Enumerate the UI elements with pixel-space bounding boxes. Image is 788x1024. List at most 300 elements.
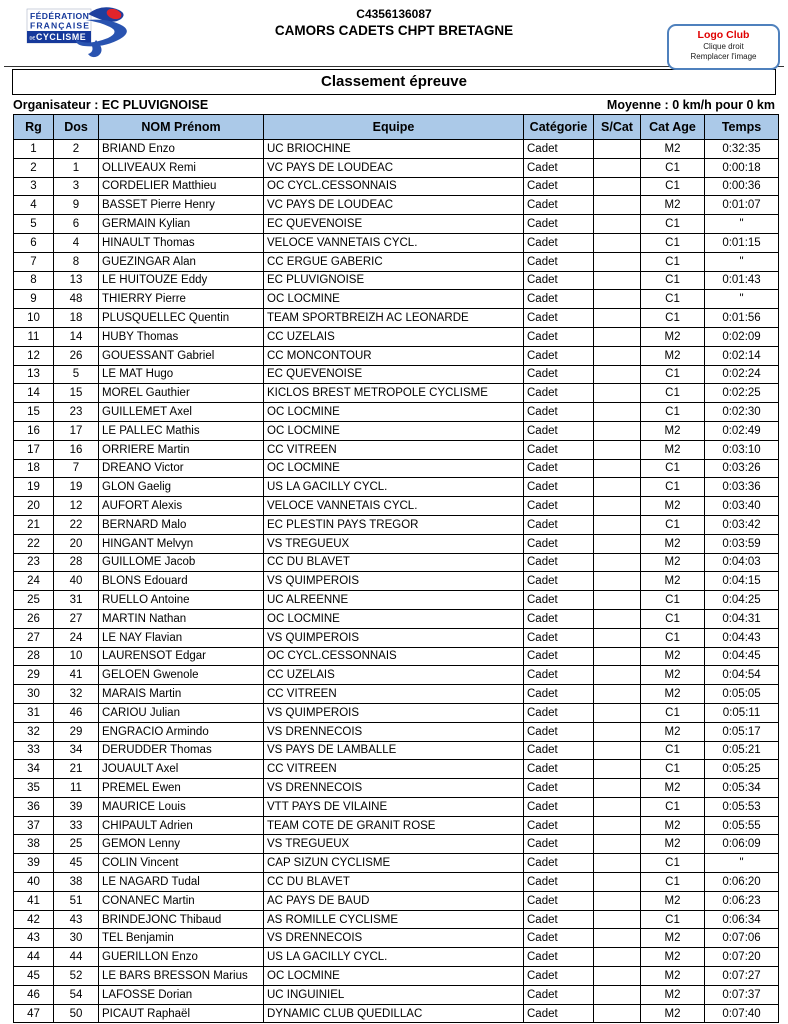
- cell-categorie: Cadet: [524, 685, 594, 704]
- cell-dos: 38: [54, 873, 99, 892]
- cell-categorie: Cadet: [524, 967, 594, 986]
- cell-dos: 52: [54, 967, 99, 986]
- cell-equipe: EC QUEVENOISE: [264, 215, 524, 234]
- cell-rg: 21: [14, 515, 54, 534]
- table-row: [14, 760, 779, 779]
- cell-temps: 0:03:40: [705, 497, 779, 516]
- cell-nom: CHIPAULT Adrien: [99, 816, 264, 835]
- cell-nom: BRINDEJONC Thibaud: [99, 910, 264, 929]
- table-row: [14, 779, 779, 798]
- col-header-temps: Temps: [705, 115, 779, 140]
- cell-categorie: Cadet: [524, 666, 594, 685]
- cell-equipe: AS ROMILLE CYCLISME: [264, 910, 524, 929]
- cell-temps: 0:06:34: [705, 910, 779, 929]
- cell-rg: 42: [14, 910, 54, 929]
- cell-rg: 40: [14, 873, 54, 892]
- cell-rg: 1: [14, 140, 54, 159]
- cell-temps: 0:00:18: [705, 158, 779, 177]
- cell-categorie: Cadet: [524, 440, 594, 459]
- cell-scat: [594, 158, 641, 177]
- cell-dos: 44: [54, 948, 99, 967]
- cell-catage: C1: [641, 515, 705, 534]
- cell-rg: 5: [14, 215, 54, 234]
- cell-equipe: CC VITREEN: [264, 440, 524, 459]
- cell-temps: 0:04:25: [705, 591, 779, 610]
- cell-dos: 3: [54, 177, 99, 196]
- cell-dos: 43: [54, 910, 99, 929]
- cell-temps: 0:06:20: [705, 873, 779, 892]
- cell-categorie: Cadet: [524, 1004, 594, 1023]
- cell-dos: 14: [54, 327, 99, 346]
- table-row: [14, 910, 779, 929]
- cell-dos: 50: [54, 1004, 99, 1023]
- cell-equipe: VS DRENNECOIS: [264, 779, 524, 798]
- cell-temps: 0:03:36: [705, 478, 779, 497]
- cell-catage: C1: [641, 158, 705, 177]
- cell-categorie: Cadet: [524, 835, 594, 854]
- cell-catage: M2: [641, 685, 705, 704]
- table-row: [14, 290, 779, 309]
- table-row: [14, 309, 779, 328]
- cell-equipe: UC ALREENNE: [264, 591, 524, 610]
- cell-catage: C1: [641, 459, 705, 478]
- cell-rg: 18: [14, 459, 54, 478]
- table-row: [14, 384, 779, 403]
- cell-catage: C1: [641, 403, 705, 422]
- cell-scat: [594, 647, 641, 666]
- table-header-row: [14, 115, 779, 140]
- cell-nom: GEMON Lenny: [99, 835, 264, 854]
- cell-catage: C1: [641, 760, 705, 779]
- cell-catage: C1: [641, 854, 705, 873]
- cell-temps: 0:07:37: [705, 985, 779, 1004]
- cell-dos: 12: [54, 497, 99, 516]
- table-row: [14, 628, 779, 647]
- meta-row: [13, 96, 775, 113]
- cell-rg: 10: [14, 309, 54, 328]
- cell-temps: 0:02:24: [705, 365, 779, 384]
- cell-dos: 21: [54, 760, 99, 779]
- cell-dos: 19: [54, 478, 99, 497]
- cell-equipe: OC LOCMINE: [264, 459, 524, 478]
- cell-equipe: US LA GACILLY CYCL.: [264, 948, 524, 967]
- cell-scat: [594, 948, 641, 967]
- cell-dos: 17: [54, 421, 99, 440]
- cell-categorie: Cadet: [524, 647, 594, 666]
- cell-equipe: VS QUIMPEROIS: [264, 572, 524, 591]
- cell-nom: THIERRY Pierre: [99, 290, 264, 309]
- cell-dos: 51: [54, 891, 99, 910]
- cell-scat: [594, 515, 641, 534]
- table-row: [14, 177, 779, 196]
- cell-temps: 0:01:56: [705, 309, 779, 328]
- cell-rg: 13: [14, 365, 54, 384]
- cell-nom: DERUDDER Thomas: [99, 741, 264, 760]
- cell-catage: M2: [641, 835, 705, 854]
- cell-temps: 0:05:55: [705, 816, 779, 835]
- cell-categorie: Cadet: [524, 741, 594, 760]
- cell-nom: GUEZINGAR Alan: [99, 252, 264, 271]
- cell-equipe: CC UZELAIS: [264, 666, 524, 685]
- cell-equipe: US LA GACILLY CYCL.: [264, 478, 524, 497]
- cell-rg: 9: [14, 290, 54, 309]
- table-row: [14, 497, 779, 516]
- cell-nom: ENGRACIO Armindo: [99, 722, 264, 741]
- cell-nom: GUERILLON Enzo: [99, 948, 264, 967]
- cell-equipe: UC BRIOCHINE: [264, 140, 524, 159]
- cell-temps: 0:06:09: [705, 835, 779, 854]
- cell-categorie: Cadet: [524, 572, 594, 591]
- svg-text:CYCLISME: CYCLISME: [36, 32, 87, 43]
- cell-scat: [594, 760, 641, 779]
- cell-nom: PREMEL Ewen: [99, 779, 264, 798]
- cell-nom: GOUESSANT Gabriel: [99, 346, 264, 365]
- cell-categorie: Cadet: [524, 271, 594, 290]
- cell-rg: 34: [14, 760, 54, 779]
- cell-categorie: Cadet: [524, 403, 594, 422]
- cell-catage: C1: [641, 797, 705, 816]
- cell-nom: COLIN Vincent: [99, 854, 264, 873]
- cell-nom: BLONS Edouard: [99, 572, 264, 591]
- cell-catage: C1: [641, 609, 705, 628]
- cell-rg: 32: [14, 722, 54, 741]
- cell-nom: GUILLOME Jacob: [99, 553, 264, 572]
- cell-equipe: EC PLESTIN PAYS TREGOR: [264, 515, 524, 534]
- cell-nom: HINAULT Thomas: [99, 233, 264, 252]
- cell-temps: 0:04:54: [705, 666, 779, 685]
- cell-scat: [594, 929, 641, 948]
- header-divider: [4, 66, 784, 67]
- section-title: Classement épreuve: [12, 69, 776, 95]
- cell-catage: M2: [641, 346, 705, 365]
- cell-dos: 7: [54, 459, 99, 478]
- cell-equipe: EC QUEVENOISE: [264, 365, 524, 384]
- table-row: [14, 365, 779, 384]
- cell-catage: C1: [641, 365, 705, 384]
- cell-categorie: Cadet: [524, 252, 594, 271]
- cell-catage: C1: [641, 703, 705, 722]
- cell-dos: 24: [54, 628, 99, 647]
- cell-equipe: CAP SIZUN CYCLISME: [264, 854, 524, 873]
- cell-equipe: CC DU BLAVET: [264, 553, 524, 572]
- table-row: [14, 140, 779, 159]
- cell-categorie: Cadet: [524, 327, 594, 346]
- cell-scat: [594, 703, 641, 722]
- cell-scat: [594, 478, 641, 497]
- table-row: [14, 1004, 779, 1023]
- cell-dos: 23: [54, 403, 99, 422]
- cell-equipe: CC MONCONTOUR: [264, 346, 524, 365]
- race-name: CAMORS CADETS CHPT BRETAGNE: [274, 23, 514, 38]
- cell-equipe: VS QUIMPEROIS: [264, 628, 524, 647]
- cell-dos: 1: [54, 158, 99, 177]
- table-row: [14, 647, 779, 666]
- cell-dos: 30: [54, 929, 99, 948]
- cell-equipe: VC PAYS DE LOUDEAC: [264, 196, 524, 215]
- cell-rg: 4: [14, 196, 54, 215]
- cell-nom: MOREL Gauthier: [99, 384, 264, 403]
- cell-scat: [594, 741, 641, 760]
- cell-temps: 0:01:07: [705, 196, 779, 215]
- cell-scat: [594, 797, 641, 816]
- cell-scat: [594, 591, 641, 610]
- cell-nom: GERMAIN Kylian: [99, 215, 264, 234]
- cell-dos: 54: [54, 985, 99, 1004]
- table-row: [14, 985, 779, 1004]
- cell-temps: ": [705, 854, 779, 873]
- table-row: [14, 741, 779, 760]
- cell-categorie: Cadet: [524, 233, 594, 252]
- cell-temps: 0:02:25: [705, 384, 779, 403]
- cell-categorie: Cadet: [524, 797, 594, 816]
- cell-scat: [594, 252, 641, 271]
- cell-dos: 20: [54, 534, 99, 553]
- table-row: [14, 948, 779, 967]
- cell-categorie: Cadet: [524, 985, 594, 1004]
- cell-scat: [594, 609, 641, 628]
- cell-categorie: Cadet: [524, 196, 594, 215]
- cell-catage: C1: [641, 271, 705, 290]
- cell-rg: 31: [14, 703, 54, 722]
- cell-equipe: TEAM SPORTBREIZH AC LEONARDE: [264, 309, 524, 328]
- cell-nom: MAURICE Louis: [99, 797, 264, 816]
- cell-catage: M2: [641, 553, 705, 572]
- cell-dos: 13: [54, 271, 99, 290]
- cell-temps: 0:07:27: [705, 967, 779, 986]
- col-header-nom-prenom: NOM Prénom: [99, 115, 264, 140]
- cell-scat: [594, 271, 641, 290]
- cell-equipe: CC UZELAIS: [264, 327, 524, 346]
- table-row: [14, 854, 779, 873]
- cell-temps: 0:05:11: [705, 703, 779, 722]
- cell-equipe: TEAM COTE DE GRANIT ROSE: [264, 816, 524, 835]
- cell-rg: 38: [14, 835, 54, 854]
- cell-rg: 20: [14, 497, 54, 516]
- cell-catage: M2: [641, 779, 705, 798]
- cell-scat: [594, 534, 641, 553]
- cell-scat: [594, 403, 641, 422]
- cell-catage: M2: [641, 497, 705, 516]
- cell-dos: 28: [54, 553, 99, 572]
- cell-equipe: OC LOCMINE: [264, 403, 524, 422]
- cell-rg: 44: [14, 948, 54, 967]
- table-row: [14, 929, 779, 948]
- table-row: [14, 591, 779, 610]
- cell-rg: 33: [14, 741, 54, 760]
- cell-rg: 12: [14, 346, 54, 365]
- cell-nom: GUILLEMET Axel: [99, 403, 264, 422]
- cell-categorie: Cadet: [524, 873, 594, 892]
- cell-equipe: VELOCE VANNETAIS CYCL.: [264, 233, 524, 252]
- cell-scat: [594, 553, 641, 572]
- cell-equipe: VS DRENNECOIS: [264, 722, 524, 741]
- cell-nom: BRIAND Enzo: [99, 140, 264, 159]
- cell-temps: 0:00:36: [705, 177, 779, 196]
- logo-club-placeholder[interactable]: [667, 24, 780, 70]
- cell-catage: C1: [641, 591, 705, 610]
- cell-temps: 0:03:26: [705, 459, 779, 478]
- cell-scat: [594, 835, 641, 854]
- cell-rg: 43: [14, 929, 54, 948]
- table-row: [14, 666, 779, 685]
- cell-equipe: DYNAMIC CLUB QUEDILLAC: [264, 1004, 524, 1023]
- cell-catage: M2: [641, 572, 705, 591]
- cell-dos: 39: [54, 797, 99, 816]
- cell-scat: [594, 177, 641, 196]
- cell-scat: [594, 910, 641, 929]
- cell-temps: ": [705, 252, 779, 271]
- table-row: [14, 346, 779, 365]
- cell-scat: [594, 421, 641, 440]
- cell-catage: M2: [641, 816, 705, 835]
- logo-club-hint-line1: Clique droit: [703, 41, 744, 51]
- cell-dos: 41: [54, 666, 99, 685]
- table-row: [14, 891, 779, 910]
- cell-temps: 0:05:25: [705, 760, 779, 779]
- cell-dos: 48: [54, 290, 99, 309]
- cell-rg: 46: [14, 985, 54, 1004]
- cell-catage: C1: [641, 177, 705, 196]
- cell-categorie: Cadet: [524, 591, 594, 610]
- cell-nom: MARTIN Nathan: [99, 609, 264, 628]
- cell-equipe: VS TREGUEUX: [264, 835, 524, 854]
- cell-catage: M2: [641, 929, 705, 948]
- cell-temps: 0:03:42: [705, 515, 779, 534]
- cell-dos: 25: [54, 835, 99, 854]
- cell-rg: 28: [14, 647, 54, 666]
- cell-catage: M2: [641, 421, 705, 440]
- cell-dos: 45: [54, 854, 99, 873]
- cell-scat: [594, 685, 641, 704]
- cell-rg: 37: [14, 816, 54, 835]
- cell-categorie: Cadet: [524, 497, 594, 516]
- cell-categorie: Cadet: [524, 421, 594, 440]
- cell-scat: [594, 854, 641, 873]
- table-row: [14, 327, 779, 346]
- cell-nom: PICAUT Raphaël: [99, 1004, 264, 1023]
- cell-equipe: VS TREGUEUX: [264, 534, 524, 553]
- table-row: [14, 440, 779, 459]
- col-header-equipe: Equipe: [264, 115, 524, 140]
- cell-categorie: Cadet: [524, 854, 594, 873]
- cell-dos: 29: [54, 722, 99, 741]
- cell-nom: CARIOU Julian: [99, 703, 264, 722]
- cell-scat: [594, 497, 641, 516]
- cell-temps: 0:05:53: [705, 797, 779, 816]
- cell-temps: 0:03:10: [705, 440, 779, 459]
- cell-rg: 24: [14, 572, 54, 591]
- cell-scat: [594, 384, 641, 403]
- cell-equipe: CC DU BLAVET: [264, 873, 524, 892]
- cell-dos: 27: [54, 609, 99, 628]
- cell-categorie: Cadet: [524, 929, 594, 948]
- cell-equipe: VS DRENNECOIS: [264, 929, 524, 948]
- cell-scat: [594, 779, 641, 798]
- cell-rg: 29: [14, 666, 54, 685]
- cell-scat: [594, 233, 641, 252]
- cell-rg: 7: [14, 252, 54, 271]
- cell-categorie: Cadet: [524, 158, 594, 177]
- cell-nom: LE PALLEC Mathis: [99, 421, 264, 440]
- cell-rg: 16: [14, 421, 54, 440]
- cell-equipe: VTT PAYS DE VILAINE: [264, 797, 524, 816]
- cell-temps: 0:04:43: [705, 628, 779, 647]
- table-row: [14, 271, 779, 290]
- cell-nom: CORDELIER Matthieu: [99, 177, 264, 196]
- cell-rg: 35: [14, 779, 54, 798]
- cell-temps: ": [705, 215, 779, 234]
- cell-scat: [594, 816, 641, 835]
- results-body: [14, 140, 779, 1023]
- cell-temps: 0:02:30: [705, 403, 779, 422]
- cell-dos: 11: [54, 779, 99, 798]
- cell-rg: 22: [14, 534, 54, 553]
- cell-temps: 0:02:09: [705, 327, 779, 346]
- cell-categorie: Cadet: [524, 177, 594, 196]
- cell-nom: BASSET Pierre Henry: [99, 196, 264, 215]
- cell-categorie: Cadet: [524, 609, 594, 628]
- cell-scat: [594, 309, 641, 328]
- cell-scat: [594, 967, 641, 986]
- ffc-federation-cyclisme-logo-icon: [26, 6, 134, 60]
- cell-scat: [594, 722, 641, 741]
- cell-equipe: OC LOCMINE: [264, 290, 524, 309]
- cell-rg: 6: [14, 233, 54, 252]
- cell-rg: 45: [14, 967, 54, 986]
- cell-catage: C1: [641, 478, 705, 497]
- cell-catage: M2: [641, 534, 705, 553]
- cell-categorie: Cadet: [524, 459, 594, 478]
- cell-nom: ORRIERE Martin: [99, 440, 264, 459]
- cell-nom: HINGANT Melvyn: [99, 534, 264, 553]
- cell-rg: 39: [14, 854, 54, 873]
- table-row: [14, 534, 779, 553]
- cell-scat: [594, 327, 641, 346]
- cell-catage: M2: [641, 967, 705, 986]
- cell-dos: 32: [54, 685, 99, 704]
- cell-equipe: OC LOCMINE: [264, 967, 524, 986]
- svg-text:FÉDÉRATION: FÉDÉRATION: [30, 11, 90, 21]
- cell-catage: M2: [641, 196, 705, 215]
- table-row: [14, 703, 779, 722]
- table-row: [14, 685, 779, 704]
- cell-scat: [594, 1004, 641, 1023]
- table-row: [14, 722, 779, 741]
- cell-rg: 8: [14, 271, 54, 290]
- cell-equipe: EC PLUVIGNOISE: [264, 271, 524, 290]
- cell-rg: 17: [14, 440, 54, 459]
- cell-temps: 0:04:15: [705, 572, 779, 591]
- cell-equipe: OC LOCMINE: [264, 421, 524, 440]
- cell-dos: 22: [54, 515, 99, 534]
- cell-nom: GLON Gaelig: [99, 478, 264, 497]
- cell-equipe: KICLOS BREST METROPOLE CYCLISME: [264, 384, 524, 403]
- cell-catage: M2: [641, 440, 705, 459]
- cell-scat: [594, 572, 641, 591]
- cell-scat: [594, 891, 641, 910]
- cell-dos: 40: [54, 572, 99, 591]
- cell-dos: 46: [54, 703, 99, 722]
- cell-categorie: Cadet: [524, 816, 594, 835]
- cell-rg: 36: [14, 797, 54, 816]
- table-row: [14, 158, 779, 177]
- cell-nom: LE BARS BRESSON Marius: [99, 967, 264, 986]
- cell-catage: M2: [641, 891, 705, 910]
- table-row: [14, 572, 779, 591]
- cell-rg: 2: [14, 158, 54, 177]
- col-header-dos: Dos: [54, 115, 99, 140]
- cell-dos: 31: [54, 591, 99, 610]
